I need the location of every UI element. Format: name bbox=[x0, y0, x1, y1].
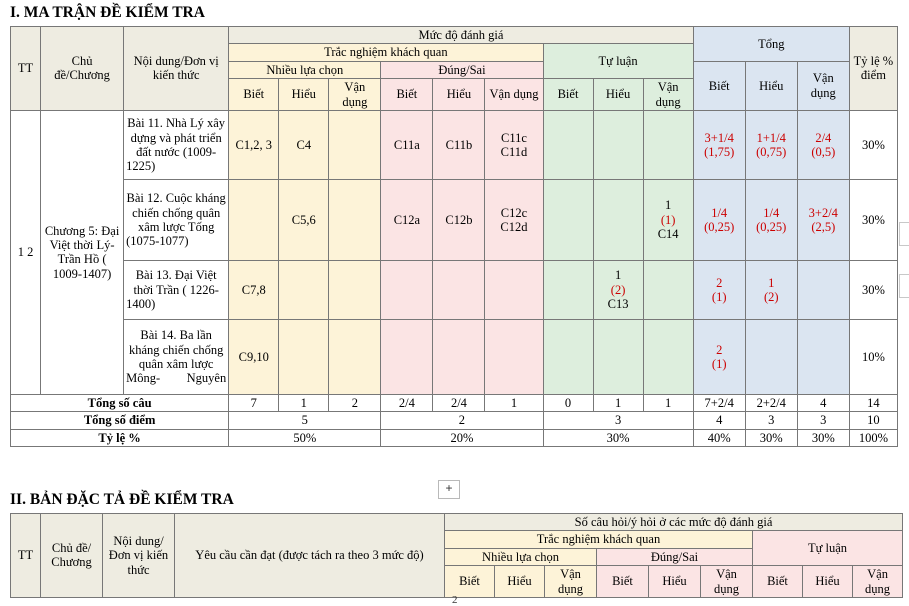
total-biet-value: 2 bbox=[716, 342, 723, 357]
header-total-hieu: Hiểu bbox=[745, 61, 797, 110]
spec-header-objective: Trắc nghiệm khách quan bbox=[445, 531, 753, 548]
sum-total-count: 14 bbox=[849, 394, 897, 411]
page-title-spec: II. BẢN ĐẶC TẢ ĐỀ KIỂM TRA bbox=[10, 491, 234, 508]
cell-mc-hieu: C4 bbox=[279, 110, 329, 179]
cell-total-biet bbox=[693, 319, 745, 394]
sum-mc-hieu: 1 bbox=[279, 394, 329, 411]
spec-header-essay: Tự luận bbox=[753, 531, 903, 566]
cell-es-vandung bbox=[643, 110, 693, 179]
cell-es-hieu bbox=[593, 179, 643, 260]
header-es-hieu: Hiểu bbox=[593, 79, 643, 111]
header-tt: TT bbox=[11, 27, 41, 111]
es-vd-code: C14 bbox=[657, 227, 679, 242]
header-objective: Trắc nghiệm khách quan bbox=[229, 44, 543, 61]
label-total-points: Tổng số điểm bbox=[11, 412, 229, 429]
spec-header-tf-biet: Biết bbox=[597, 566, 649, 598]
scroll-edge-handle-top[interactable] bbox=[899, 222, 909, 246]
cell-mc-vandung bbox=[329, 179, 381, 260]
ratio-tf: 20% bbox=[381, 429, 543, 446]
spec-header-tf-hieu: Hiểu bbox=[649, 566, 701, 598]
header-tf-hieu: Hiểu bbox=[433, 79, 485, 111]
spec-header-content: Nội dung/Đơn vị kiến thức bbox=[103, 514, 175, 598]
cell-total-hieu bbox=[745, 319, 797, 394]
header-essay: Tự luận bbox=[543, 44, 693, 79]
cell-mc-vandung bbox=[329, 319, 381, 394]
cell-total-hieu bbox=[745, 260, 797, 319]
header-total-vandung: Vận dụng bbox=[797, 61, 849, 110]
cell-mc-biet bbox=[229, 179, 279, 260]
es-hieu-value: 1 bbox=[614, 268, 622, 283]
spec-header-count-group: Số câu hỏi/ý hỏi ở các mức độ đánh giá bbox=[445, 514, 903, 531]
table-row bbox=[11, 179, 898, 260]
cell-content: Bài 12. Cuộc kháng chiến chống quân xâm lược Tống (1075-1077) bbox=[124, 179, 229, 260]
points-mc: 5 bbox=[229, 412, 381, 429]
ratio-total-vandung: 30% bbox=[797, 429, 849, 446]
sum-total-hieu: 2+2/4 bbox=[745, 394, 797, 411]
cell-content: Bài 14. Ba lần kháng chiến chống quân xâm lược Mông- Nguyên bbox=[124, 319, 229, 394]
sum-es-hieu: 1 bbox=[593, 394, 643, 411]
scroll-edge-handle-bottom[interactable] bbox=[899, 274, 909, 298]
cell-tf-hieu: C12b bbox=[433, 179, 485, 260]
page-number: 2 bbox=[452, 594, 458, 606]
header-es-vandung: Vận dụng bbox=[643, 79, 693, 111]
total-biet-points: (0,25) bbox=[704, 219, 735, 234]
cell-mc-hieu bbox=[279, 260, 329, 319]
header-mc-hieu: Hiểu bbox=[279, 79, 329, 111]
spec-header-row bbox=[11, 514, 903, 531]
cell-total-biet bbox=[693, 260, 745, 319]
cell-percent: 30% bbox=[849, 110, 897, 179]
cell-tf-biet bbox=[381, 260, 433, 319]
header-total-biet: Biết bbox=[693, 61, 745, 110]
cell-total-vandung bbox=[797, 179, 849, 260]
header-es-biet: Biết bbox=[543, 79, 593, 111]
spec-header-tf-vandung: Vận dụng bbox=[701, 566, 753, 598]
ratio-total-hieu: 30% bbox=[745, 429, 797, 446]
total-hieu-value: 1/4 bbox=[763, 205, 780, 220]
points-total: 10 bbox=[849, 412, 897, 429]
sum-tf-biet: 2/4 bbox=[381, 394, 433, 411]
matrix-table bbox=[10, 26, 898, 447]
header-content: Nội dung/Đơn vị kiến thức bbox=[124, 27, 229, 111]
cell-mc-vandung bbox=[329, 110, 381, 179]
spec-header-tt: TT bbox=[11, 514, 41, 598]
cell-total-vandung bbox=[797, 260, 849, 319]
spec-header-es-hieu: Hiểu bbox=[803, 566, 853, 598]
total-hieu-points: (2) bbox=[763, 289, 779, 304]
ratio-mc: 50% bbox=[229, 429, 381, 446]
cell-content: Bài 11. Nhà Lý xây dựng và phát triển đất nước (1009-1225) bbox=[124, 110, 229, 179]
spec-header-true-false: Đúng/Sai bbox=[597, 548, 753, 565]
cell-total-hieu bbox=[745, 179, 797, 260]
spec-header-subject: Chủ đề/ Chương bbox=[41, 514, 103, 598]
points-tf: 2 bbox=[381, 412, 543, 429]
sum-es-vandung: 1 bbox=[643, 394, 693, 411]
es-hieu-points: (2) bbox=[610, 282, 626, 297]
ratio-total-biet: 40% bbox=[693, 429, 745, 446]
table-header-row bbox=[11, 27, 898, 44]
sum-es-biet: 0 bbox=[543, 394, 593, 411]
cell-tf-vandung: C12c C12d bbox=[485, 179, 543, 260]
total-vd-value: 3+2/4 bbox=[808, 205, 838, 220]
cell-mc-biet: C9,10 bbox=[229, 319, 279, 394]
cell-total-hieu bbox=[745, 110, 797, 179]
total-biet-points: (1) bbox=[711, 356, 727, 371]
cell-mc-vandung bbox=[329, 260, 381, 319]
cell-mc-hieu bbox=[279, 319, 329, 394]
table-row bbox=[11, 110, 898, 179]
cell-mc-biet: C7,8 bbox=[229, 260, 279, 319]
total-biet-points: (1) bbox=[711, 289, 727, 304]
sum-tf-hieu: 2/4 bbox=[433, 394, 485, 411]
cell-es-hieu bbox=[593, 260, 643, 319]
total-vd-points: (0,5) bbox=[811, 144, 836, 159]
cell-total-biet bbox=[693, 179, 745, 260]
cell-es-biet bbox=[543, 179, 593, 260]
cell-percent: 30% bbox=[849, 179, 897, 260]
points-es: 3 bbox=[543, 412, 693, 429]
total-biet-value: 3+1/4 bbox=[704, 130, 734, 145]
points-total-vandung: 3 bbox=[797, 412, 849, 429]
header-true-false: Đúng/Sai bbox=[381, 61, 543, 78]
total-biet-points: (1,75) bbox=[704, 144, 735, 159]
spec-header-mc-vandung: Vận dụng bbox=[545, 566, 597, 598]
header-percent: Tỷ lệ % điểm bbox=[849, 27, 897, 111]
add-row-button[interactable]: + bbox=[438, 480, 460, 499]
cell-es-hieu bbox=[593, 319, 643, 394]
total-biet-value: 1/4 bbox=[711, 205, 728, 220]
header-multi-choice: Nhiều lựa chọn bbox=[229, 61, 381, 78]
summary-row-points bbox=[11, 412, 898, 429]
total-hieu-value: 1+1/4 bbox=[756, 130, 786, 145]
spec-header-requirement: Yêu cầu cần đạt (được tách ra theo 3 mức độ) bbox=[175, 514, 445, 598]
sum-total-vandung: 4 bbox=[797, 394, 849, 411]
cell-total-vandung bbox=[797, 319, 849, 394]
cell-tf-vandung bbox=[485, 319, 543, 394]
cell-tf-hieu: C11b bbox=[433, 110, 485, 179]
cell-tf-vandung: C11c C11d bbox=[485, 110, 543, 179]
cell-es-vandung bbox=[643, 179, 693, 260]
ratio-es: 30% bbox=[543, 429, 693, 446]
label-ratio: Tỷ lệ % bbox=[11, 429, 229, 446]
cell-tf-biet bbox=[381, 319, 433, 394]
es-vd-value: 1 bbox=[665, 198, 672, 213]
cell-tf-hieu bbox=[433, 260, 485, 319]
cell-es-vandung bbox=[643, 319, 693, 394]
summary-row-ratio bbox=[11, 429, 898, 446]
cell-es-vandung bbox=[643, 260, 693, 319]
header-mc-biet: Biết bbox=[229, 79, 279, 111]
points-total-biet: 4 bbox=[693, 412, 745, 429]
cell-tf-hieu bbox=[433, 319, 485, 394]
cell-chapter: Chương 5: Đại Việt thời Lý- Trần Hồ ( 1009-1407) bbox=[41, 110, 124, 394]
sum-mc-biet: 7 bbox=[229, 394, 279, 411]
spec-header-es-biet: Biết bbox=[753, 566, 803, 598]
cell-tf-biet: C12a bbox=[381, 179, 433, 260]
header-level-group: Mức độ đánh giá bbox=[229, 27, 693, 44]
cell-total-vandung bbox=[797, 110, 849, 179]
cell-es-biet bbox=[543, 260, 593, 319]
total-hieu-value: 1 bbox=[768, 275, 775, 290]
spec-header-es-vandung: Vận dụng bbox=[853, 566, 903, 598]
spec-header-multi-choice: Nhiều lựa chọn bbox=[445, 548, 597, 565]
page-title-matrix: I. MA TRẬN ĐỀ KIỂM TRA bbox=[10, 4, 205, 21]
cell-mc-hieu: C5,6 bbox=[279, 179, 329, 260]
cell-total-biet bbox=[693, 110, 745, 179]
header-total: Tổng bbox=[693, 27, 849, 62]
table-row bbox=[11, 319, 898, 394]
cell-es-hieu bbox=[593, 110, 643, 179]
cell-es-biet bbox=[543, 110, 593, 179]
cell-mc-biet: C1,2, 3 bbox=[229, 110, 279, 179]
header-mc-vandung: Vận dụng bbox=[329, 79, 381, 111]
summary-row-questions bbox=[11, 394, 898, 411]
total-vd-value: 2/4 bbox=[815, 130, 832, 145]
total-biet-value: 2 bbox=[716, 275, 723, 290]
sum-mc-vandung: 2 bbox=[329, 394, 381, 411]
spec-header-mc-biet: Biết bbox=[445, 566, 495, 598]
total-hieu-points: (0,75) bbox=[756, 144, 787, 159]
label-total-questions: Tổng số câu bbox=[11, 394, 229, 411]
cell-tf-biet: C11a bbox=[381, 110, 433, 179]
spec-table bbox=[10, 513, 903, 598]
header-subject: Chủ đề/Chương bbox=[41, 27, 124, 111]
header-tf-biet: Biết bbox=[381, 79, 433, 111]
es-hieu-code: C13 bbox=[607, 297, 629, 312]
ratio-total: 100% bbox=[849, 429, 897, 446]
header-tf-vandung: Vận dụng bbox=[485, 79, 543, 111]
cell-percent: 10% bbox=[849, 319, 897, 394]
total-vd-points: (2,5) bbox=[811, 219, 836, 234]
cell-percent: 30% bbox=[849, 260, 897, 319]
table-row bbox=[11, 260, 898, 319]
es-vd-points: (1) bbox=[660, 212, 676, 227]
spec-header-mc-hieu: Hiểu bbox=[495, 566, 545, 598]
total-hieu-points: (0,25) bbox=[756, 219, 787, 234]
sum-tf-vandung: 1 bbox=[485, 394, 543, 411]
cell-content: Bài 13. Đại Việt thời Trần ( 1226-1400) bbox=[124, 260, 229, 319]
cell-es-biet bbox=[543, 319, 593, 394]
points-total-hieu: 3 bbox=[745, 412, 797, 429]
cell-tf-vandung bbox=[485, 260, 543, 319]
cell-tt: 1 2 bbox=[11, 110, 41, 394]
sum-total-biet: 7+2/4 bbox=[693, 394, 745, 411]
